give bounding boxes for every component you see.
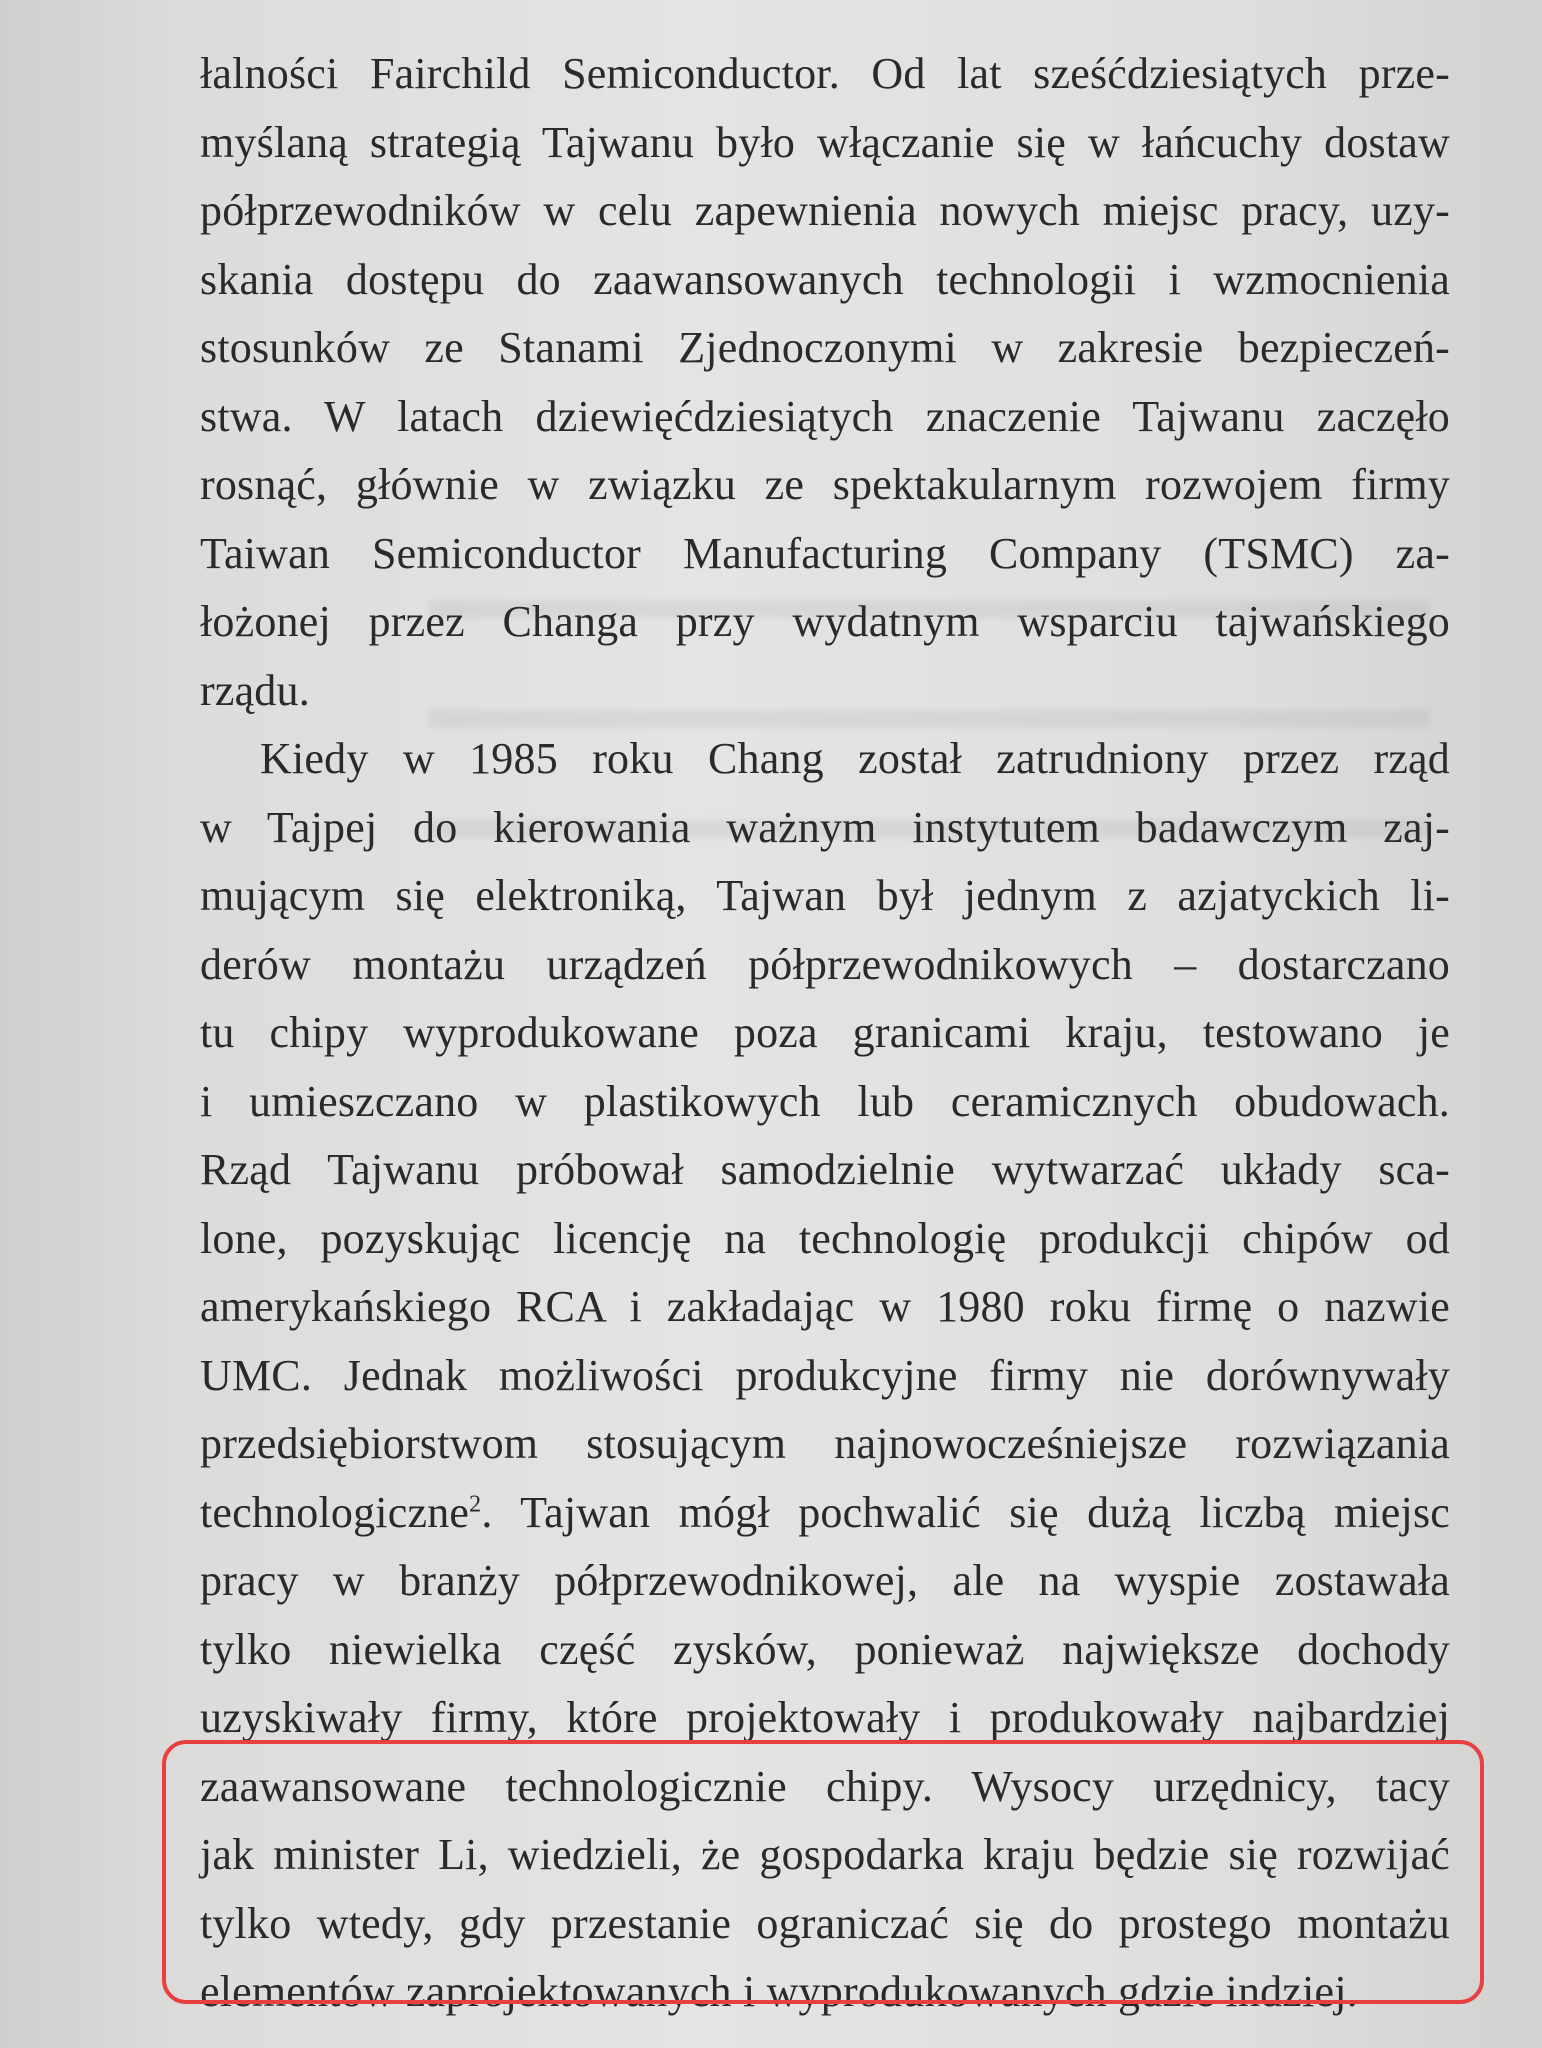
text-line: stwa. W latach dziewięćdziesiątych znaczenie Tajwanu zaczęło: [200, 391, 1450, 441]
text-line: Kiedy w 1985 roku Chang został zatrudniony przez rząd: [260, 734, 1450, 783]
text-line: łożonej przez Changa przy wydatnym wsparciu tajwańskiego: [200, 597, 1450, 646]
text-line: derów montażu urządzeń półprzewodnikowych – dostarczano: [200, 939, 1450, 989]
text-line: stosunków ze Stanami Zjednoczonymi w zakresie bezpieczeń-: [200, 323, 1450, 372]
text-line: łalności Fairchild Semiconductor. Od lat sześćdziesiątych prze-: [200, 49, 1450, 98]
text-segment: . Tajwan mógł pochwalić się dużą liczbą miejsc: [481, 1487, 1450, 1537]
text-line: i umieszczano w plastikowych lub ceramicznych obudowach.: [200, 1076, 1450, 1126]
highlighted-text-line: zaawansowane technologicznie chipy. Wysocy urzędnicy, tacy: [200, 1761, 1450, 1811]
text-line: przedsiębiorstwom stosującym najnowocześniejsze rozwiązania: [200, 1419, 1450, 1468]
text-line: lone, pozyskując licencję na technologię produkcji chipów od: [200, 1213, 1450, 1263]
text-segment: technologiczne: [200, 1487, 470, 1537]
text-line: uzyskiwały firmy, które projektowały i produkowały najbardziej: [200, 1693, 1450, 1742]
text-line: amerykańskiego RCA i zakładając w 1980 roku firmę o nazwie: [200, 1282, 1450, 1331]
text-line: pracy w branży półprzewodnikowej, ale na wyspie zostawała: [200, 1556, 1450, 1605]
text-line: tu chipy wyprodukowane poza granicami kraju, testowano je: [200, 1008, 1450, 1057]
text-line: mującym się elektroniką, Tajwan był jednym z azjatyckich li-: [200, 871, 1450, 920]
text-line: półprzewodników w celu zapewnienia nowych miejsc pracy, uzy-: [200, 186, 1450, 235]
highlighted-text-line: tylko wtedy, gdy przestanie ograniczać się do prostego montażu: [200, 1898, 1450, 1948]
text-line: rosnąć, głównie w związku ze spektakularnym rozwojem firmy: [200, 460, 1450, 509]
text-line: Rząd Tajwanu próbował samodzielnie wytwarzać układy sca-: [200, 1145, 1450, 1194]
text-line: myślaną strategią Tajwanu było włączanie się w łańcuchy dostaw: [200, 117, 1450, 167]
text-line: rządu.: [200, 665, 310, 715]
highlighted-text-line: elementów zaprojektowanych i wyprodukowanych gdzie indziej.: [200, 1967, 1358, 2016]
text-line: UMC. Jednak możliwości produkcyjne firmy nie dorównywały: [200, 1350, 1450, 1400]
body-text: [200, 40, 1450, 2027]
highlighted-text-line: jak minister Li, wiedzieli, że gospodarka kraju będzie się rozwijać: [200, 1830, 1450, 1879]
text-line: tylko niewielka część zysków, ponieważ największe dochody: [200, 1624, 1450, 1674]
footnote-marker: 2: [469, 1490, 482, 1517]
text-line: Taiwan Semiconductor Manufacturing Company (TSMC) za-: [200, 528, 1450, 578]
text-line-with-footnote: [200, 1479, 1450, 1548]
text-line: skania dostępu do zaawansowanych technologii i wzmocnienia: [200, 254, 1450, 304]
text-line: w Tajpej do kierowania ważnym instytutem badawczym zaj-: [200, 802, 1450, 852]
red-highlight-box: [162, 1740, 1484, 2004]
